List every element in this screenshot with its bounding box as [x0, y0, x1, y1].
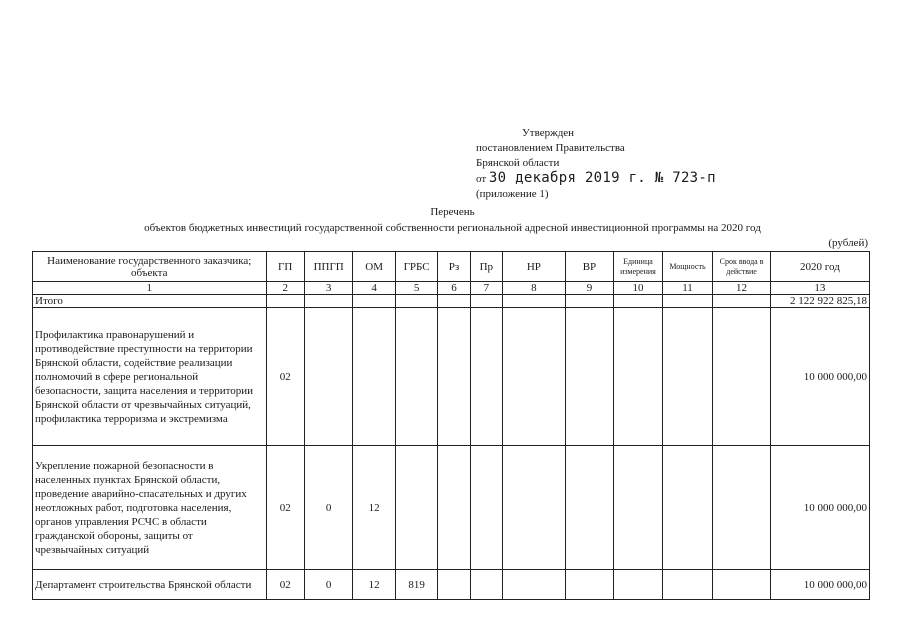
- table-row: [33, 570, 870, 600]
- header-cell: Мощность: [662, 252, 713, 282]
- column-number: 3: [304, 282, 353, 295]
- object-name: Профилактика правонарушений и противодействие преступности на территории Брянской области, содействие реализации полномочий в сфере региональной безопасности, защита населения и территории Брянской области от чрезвычайных ситуаций, профилактика терроризма и экстремизма: [33, 308, 267, 446]
- cell-ppgp: 0: [304, 570, 353, 600]
- investment-table: [32, 251, 870, 600]
- header-cell: НР: [503, 252, 566, 282]
- cell-amount: 10 000 000,00: [770, 308, 869, 446]
- column-number: 10: [614, 282, 663, 295]
- cell-gp: 02: [266, 308, 304, 446]
- cell-ppgp: [304, 308, 353, 446]
- header-cell: ГП: [266, 252, 304, 282]
- cell-om: 12: [353, 446, 395, 570]
- approval-line-decree: постановлением Правительства: [476, 142, 625, 154]
- header-cell: Единица измерения: [614, 252, 663, 282]
- approval-date-line: [476, 171, 716, 187]
- header-cell: Рз: [438, 252, 470, 282]
- table-header-row: [33, 252, 870, 282]
- column-number: 12: [713, 282, 771, 295]
- column-number: 5: [395, 282, 437, 295]
- document-title: Перечень: [430, 206, 475, 218]
- header-cell: 2020 год: [770, 252, 869, 282]
- column-number: 4: [353, 282, 395, 295]
- cell-om: 12: [353, 570, 395, 600]
- total-amount: 2 122 922 825,18: [770, 295, 869, 308]
- approval-appendix: (приложение 1): [476, 188, 549, 200]
- approval-date-prefix: от: [476, 173, 487, 185]
- column-number: 1: [33, 282, 267, 295]
- header-cell: ГРБС: [395, 252, 437, 282]
- cell-gp: 02: [266, 570, 304, 600]
- total-row: [33, 295, 870, 308]
- header-cell: Пр: [470, 252, 502, 282]
- document-subtitle: объектов бюджетных инвестиций государственной собственности региональной адресной инвестиционной программы на 2020 год: [144, 222, 761, 234]
- cell-grbs: [395, 446, 437, 570]
- header-cell: Наименование государственного заказчика; объекта: [33, 252, 267, 282]
- column-number: 7: [470, 282, 502, 295]
- cell-amount: 10 000 000,00: [770, 570, 869, 600]
- object-name: Укрепление пожарной безопасности в населенных пунктах Брянской области, проведение аварийно-спасательных и других неотложных работ, подготовка населения, органов управления РСЧС в области гражданской обороны, защиты от чрезвычайных ситуаций: [33, 446, 267, 570]
- column-number: 11: [662, 282, 713, 295]
- approval-stamp: [476, 126, 716, 202]
- total-label: Итого: [33, 295, 267, 308]
- approval-line-region: Брянской области: [476, 157, 560, 169]
- column-number: 8: [503, 282, 566, 295]
- table-row: [33, 446, 870, 570]
- cell-grbs: [395, 308, 437, 446]
- cell-grbs: 819: [395, 570, 437, 600]
- header-cell: ППГП: [304, 252, 353, 282]
- table-row: [33, 308, 870, 446]
- column-number: 6: [438, 282, 470, 295]
- approval-line-approved: Утвержден: [522, 127, 575, 139]
- currency-unit: (рублей): [828, 237, 868, 249]
- cell-amount: 10 000 000,00: [770, 446, 869, 570]
- object-name: Департамент строительства Брянской области: [33, 570, 267, 600]
- approval-date-value: 30 декабря 2019 г. № 723-п: [488, 170, 716, 186]
- header-cell: ВР: [565, 252, 614, 282]
- column-number: 9: [565, 282, 614, 295]
- header-cell: ОМ: [353, 252, 395, 282]
- cell-ppgp: 0: [304, 446, 353, 570]
- header-cell: Срок ввода в действие: [713, 252, 771, 282]
- column-number: 13: [770, 282, 869, 295]
- column-number: 2: [266, 282, 304, 295]
- cell-gp: 02: [266, 446, 304, 570]
- column-number-row: [33, 282, 870, 295]
- cell-om: [353, 308, 395, 446]
